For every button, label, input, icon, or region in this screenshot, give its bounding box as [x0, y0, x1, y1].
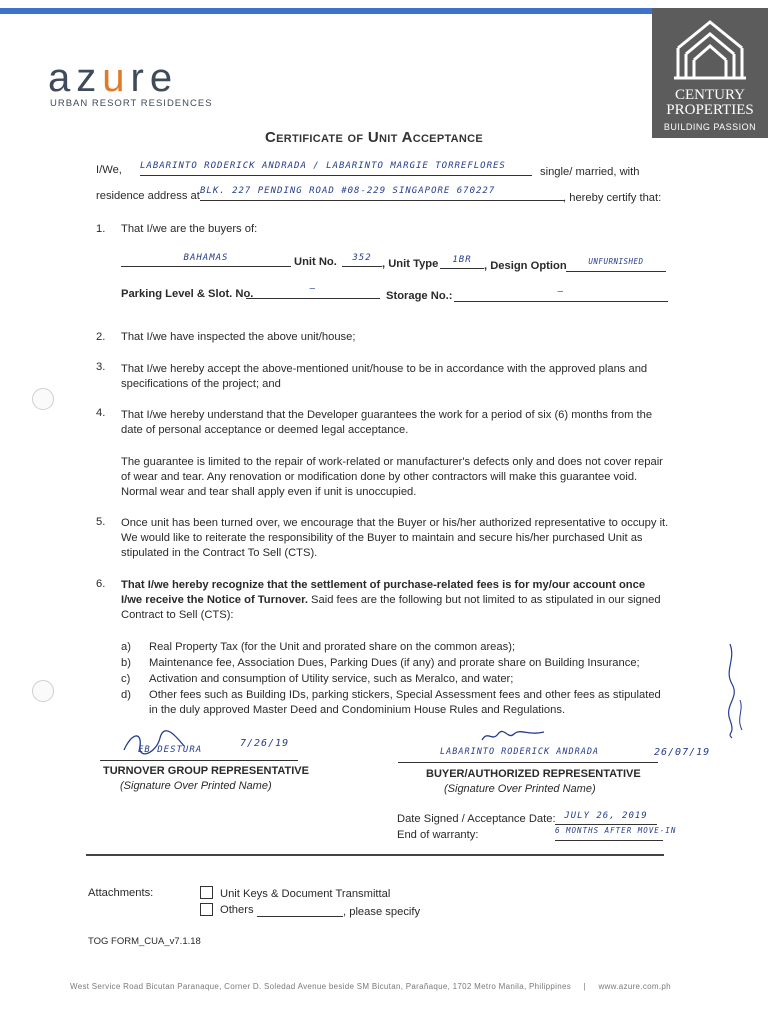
parking-field[interactable]: —: [246, 283, 380, 299]
buyer-sign-date: 26/07/19: [654, 747, 711, 758]
address-label: residence address at: [96, 190, 200, 202]
item-6-paragraph: [121, 578, 669, 623]
buyer-printed-name: LABARINTO RODERICK ANDRADA: [440, 747, 600, 757]
item-3-text: That I/we hereby accept the above-mentioned unit/house to be in accordance with the approved plans and specifications of the project; and: [121, 363, 648, 391]
storage-field[interactable]: —: [454, 286, 668, 302]
certify-text: , hereby certify that:: [563, 192, 662, 204]
buyer-label: BUYER/AUTHORIZED REPRESENTATIVE: [426, 768, 641, 780]
item-1-number: 1.: [96, 223, 106, 235]
list-item: [121, 640, 669, 655]
turnover-signature-line: [100, 760, 298, 761]
item-5-text: Once unit has been turned over, we encourage that the Buyer or his/her authorized representative to occupy it. We would like to reiterate the responsibility of the Buyer to maintain and secure his/her purchased Unit as stipulated in the Contract To Sell (CTS).: [121, 517, 669, 560]
buyer-sub-label: (Signature Over Printed Name): [444, 783, 596, 795]
attachments-label: Attachments:: [88, 887, 154, 899]
century-line-2: PROPERTIES: [666, 102, 754, 118]
fee-list: [121, 640, 669, 719]
design-option-field[interactable]: UNFURNISHED: [566, 257, 666, 272]
date-signed-field[interactable]: JULY 26, 2019: [555, 810, 657, 825]
others-specify-field[interactable]: [257, 903, 343, 917]
others-label: Others: [220, 904, 254, 916]
item-1-text: That I/we are the buyers of:: [121, 223, 258, 235]
unit-type-field[interactable]: 1BR: [440, 254, 484, 269]
item-5-number: 5.: [96, 516, 106, 528]
item-3-number: 3.: [96, 361, 106, 373]
item-4-number: 4.: [96, 407, 106, 419]
building-field[interactable]: BAHAMAS: [121, 252, 291, 267]
turnover-label: TURNOVER GROUP REPRESENTATIVE: [103, 765, 309, 777]
warranty-label: End of warranty:: [397, 829, 479, 841]
house-emblem-icon: [670, 14, 750, 82]
century-line-1: CENTURY: [674, 87, 745, 103]
list-item-label: a): [121, 641, 131, 653]
list-item-text: Other fees such as Building IDs, parking stickers, Special Assessment fees and other fees as stipulated in the duly approved Master Deed and Condominium House Rules and Regulations.: [149, 689, 661, 717]
unit-keys-checkbox[interactable]: [200, 886, 213, 899]
footer: [70, 982, 671, 993]
section-divider: [86, 854, 664, 856]
buyer-names-field[interactable]: LABARINTO RODERICK ANDRADA / LABARINTO MARGIE TORREFLORES: [140, 160, 532, 176]
others-specify-text: , please specify: [343, 906, 421, 918]
civil-status-text: single/ married, with: [540, 166, 640, 178]
margin-initials-scribble: [700, 640, 760, 740]
item-2-text: That I/we have inspected the above unit/house;: [121, 331, 356, 343]
footer-website: www.azure.com.ph: [598, 982, 671, 991]
list-item-text: Activation and consumption of Utility service, such as Meralco, and water;: [149, 673, 514, 686]
century-properties-logo: [652, 8, 768, 138]
date-signed-label: Date Signed / Acceptance Date:: [397, 813, 556, 825]
list-item-label: c): [121, 673, 131, 686]
unit-no-label: Unit No.: [294, 256, 337, 268]
century-tagline: BUILDING PASSION: [663, 122, 757, 132]
list-item: [121, 688, 669, 718]
turnover-sign-date: 7/26/19: [240, 738, 290, 749]
footer-separator: |: [583, 982, 586, 991]
list-item-text: Real Property Tax (for the Unit and prorated share on the common areas);: [149, 641, 516, 653]
footer-address: West Service Road Bicutan Paranaque, Corner D. Soledad Avenue beside SM Bicutan, Parañaque, 1702 Metro Manila, Philippines: [70, 982, 572, 991]
form-code: TOG FORM_CUA_v7.1.18: [88, 936, 201, 947]
document-title: Certificate of Unit Acceptance: [265, 129, 484, 146]
we-label: I/We,: [96, 164, 122, 176]
address-field[interactable]: BLK. 227 PENDING ROAD #08-229 SINGAPORE 670227: [200, 185, 564, 201]
list-item-label: b): [121, 657, 131, 670]
design-option-label: , Design Option: [484, 260, 567, 272]
warranty-field[interactable]: 6 MONTHS AFTER MOVE-IN: [555, 826, 663, 841]
turnover-sub-label: (Signature Over Printed Name): [120, 780, 272, 792]
item-6-text: Said fees are the following but not limited to as stipulated in our signed Contract to Sell (CTS):: [121, 594, 661, 622]
item-2-number: 2.: [96, 331, 106, 343]
item-6-number: 6.: [96, 578, 106, 590]
list-item-label: d): [121, 689, 131, 702]
azure-logo-text: azure: [48, 56, 179, 100]
parking-label: Parking Level & Slot. No.: [121, 288, 254, 300]
azure-tagline: URBAN RESORT RESIDENCES: [50, 98, 213, 109]
list-item-text: Maintenance fee, Association Dues, Parking Dues (if any) and prorate share on Building Insurance;: [149, 657, 640, 670]
item-4-text: That I/we hereby understand that the Developer guarantees the work for a period of six (6) months from the date of personal acceptance or deemed legal acceptance.: [121, 409, 653, 437]
list-item: [121, 656, 669, 671]
storage-label: Storage No.:: [386, 290, 453, 302]
others-checkbox[interactable]: [200, 903, 213, 916]
azure-logo: [48, 58, 178, 98]
buyer-signature-line: [398, 762, 658, 763]
unit-no-field[interactable]: 352: [342, 252, 382, 267]
guarantee-text: The guarantee is limited to the repair of work-related or manufacturer's defects only and does not cover repair of wear and tear. Any renovation or modification done by other contractors will make this guarantee void. Normal wear and tear shall apply even if unit is unoccupied.: [121, 456, 663, 499]
list-item: [121, 672, 669, 687]
unit-type-label: , Unit Type: [382, 258, 439, 270]
punch-hole: [32, 388, 54, 410]
punch-hole: [32, 680, 54, 702]
item-6-bold-text: That I/we hereby recognize that the settlement of purchase-related fees is for my/our account once I/we receive the Notice of Turnover.: [121, 579, 646, 607]
turnover-printed-name: EB DESTURA: [138, 745, 203, 755]
unit-keys-label: Unit Keys & Document Transmittal: [220, 888, 391, 900]
top-color-bar: [0, 8, 660, 14]
buyer-signature-scribble: [478, 726, 548, 746]
